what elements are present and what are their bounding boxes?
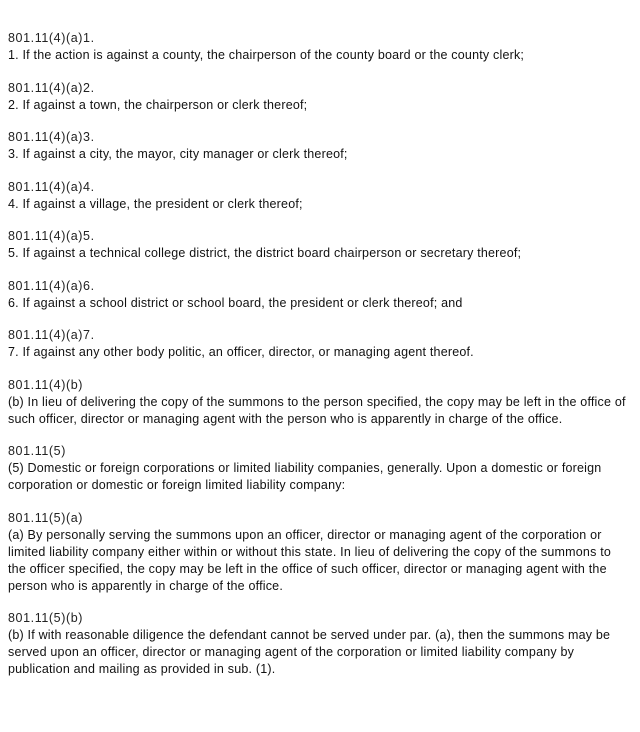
- section-reference: 801.11(5)(a): [8, 510, 84, 525]
- statute-section-5a: [8, 510, 632, 595]
- statute-section-4a4: [8, 179, 632, 213]
- statute-section-4a3: [8, 129, 632, 163]
- statute-section-5b: [8, 610, 632, 678]
- section-reference: 801.11(5)(b): [8, 611, 84, 625]
- section-reference: 801.11(4)(a)3.: [8, 130, 95, 144]
- section-text: 2. If against a town, the chairperson or clerk thereof;: [8, 97, 308, 112]
- section-text: (b) If with reasonable diligence the defendant cannot be served under par. (a), then the summons may be served upon an officer, director or managing agent of the corporation or limited liability company by publication and mailing as provided in sub. (1).: [8, 628, 611, 676]
- section-text: 4. If against a village, the president or clerk thereof;: [8, 196, 303, 211]
- section-text: 3. If against a city, the mayor, city manager or clerk thereof;: [8, 147, 348, 161]
- section-reference: 801.11(4)(b): [8, 377, 84, 392]
- section-text: (a) By personally serving the summons upon an officer, director or managing agent of the corporation or limited liability company either within or without this state. In lieu of delivering the copy of the summons to the officer specified, the copy may be left in the office of such officer, director or managing agent with the person who is apparently in charge of the office.: [8, 527, 612, 593]
- statute-section-4a2: [8, 80, 632, 114]
- section-text: (b) In lieu of delivering the copy of the summons to the person specified, the copy may be left in the office of such officer, director or managing agent with the person who is apparently in charge of the office.: [8, 394, 626, 426]
- section-reference: 801.11(4)(a)5.: [8, 229, 95, 243]
- statute-section-4a1: [8, 30, 632, 64]
- section-reference: 801.11(4)(a)6.: [8, 278, 95, 293]
- section-reference: 801.11(5): [8, 444, 66, 458]
- statute-section-4a7: [8, 327, 632, 361]
- statute-section-5: [8, 443, 632, 494]
- statute-section-4b: [8, 377, 632, 428]
- section-text: 7. If against any other body politic, an officer, director, or managing agent thereof.: [8, 345, 474, 359]
- statute-document: [8, 30, 632, 694]
- section-text: (5) Domestic or foreign corporations or limited liability companies, generally. Upon a domestic or foreign corporation or domestic or foreign limited liability company:: [8, 461, 602, 492]
- section-reference: 801.11(4)(a)7.: [8, 328, 95, 342]
- section-reference: 801.11(4)(a)2.: [8, 80, 95, 95]
- section-text: 6. If against a school district or school board, the president or clerk thereof; and: [8, 295, 463, 310]
- statute-section-4a6: [8, 278, 632, 312]
- statute-section-4a5: [8, 228, 632, 262]
- section-text: 5. If against a technical college district, the district board chairperson or secretary thereof;: [8, 246, 522, 260]
- section-text: 1. If the action is against a county, the chairperson of the county board or the county clerk;: [8, 48, 525, 62]
- section-reference: 801.11(4)(a)1.: [8, 31, 95, 45]
- section-reference: 801.11(4)(a)4.: [8, 179, 95, 194]
